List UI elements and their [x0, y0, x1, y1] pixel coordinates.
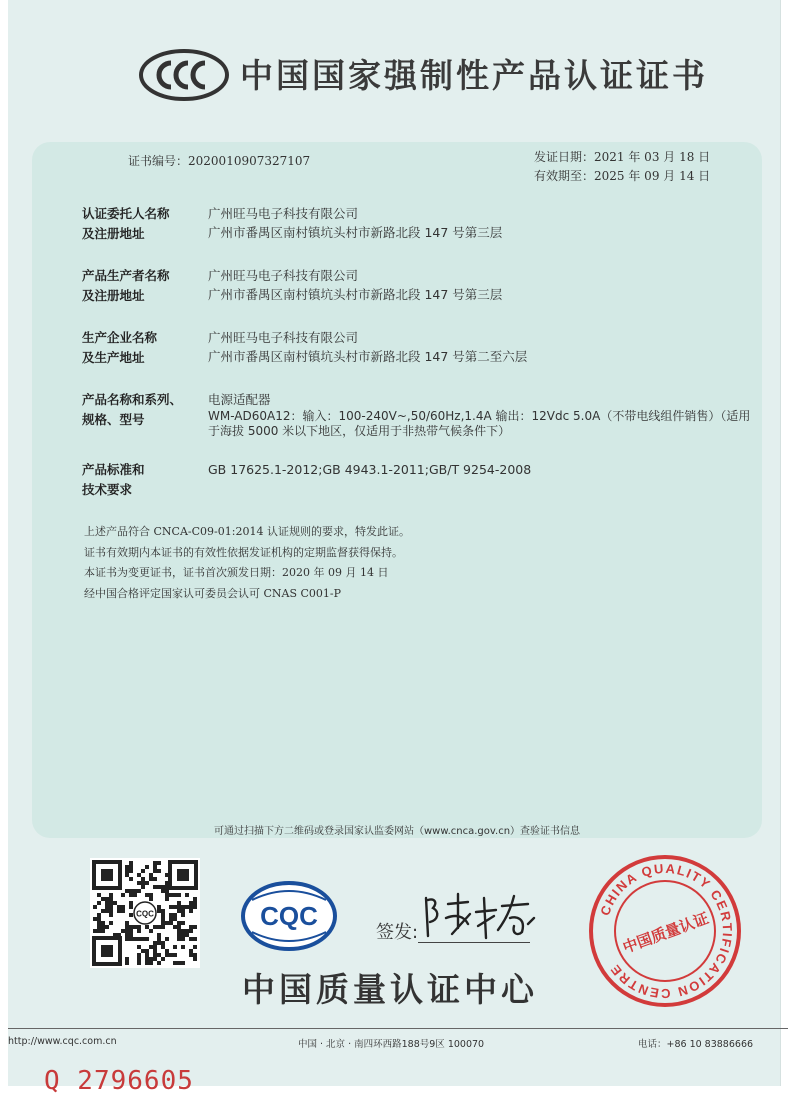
field-value-line: 广州市番禺区南村镇坑头村市新路北段 147 号第三层	[208, 287, 503, 302]
field-label-line: 规格、型号	[82, 412, 145, 427]
issue-date-label: 发证日期：	[534, 150, 595, 164]
field-product	[82, 390, 752, 442]
note-line: 本证书为变更证书，证书首次颁发日期：2020 年 09 月 14 日	[84, 566, 389, 579]
field-value-line: 广州旺马电子科技有限公司	[208, 268, 359, 283]
svg-text:CHINA QUALITY CERTIFICATION CE: CHINA QUALITY CERTIFICATION CENTRE	[597, 860, 736, 1002]
field-label	[82, 266, 202, 306]
cert-no-value: 2020010907327107	[188, 154, 311, 168]
expiry-date-row	[534, 167, 710, 186]
signature-line	[418, 942, 530, 943]
cert-no-label: 证书编号：	[128, 154, 189, 168]
issue-date-row	[534, 148, 710, 167]
certificate-notes	[84, 522, 410, 604]
certificate-number	[128, 152, 310, 169]
field-value-line: 广州旺马电子科技有限公司	[208, 330, 359, 345]
field-label-line: 及注册地址	[82, 226, 145, 241]
serial-number: Q 2796605	[44, 1066, 194, 1096]
field-label	[82, 460, 202, 500]
expiry-date-value: 2025 年 09 月 14 日	[594, 169, 711, 183]
field-value	[208, 390, 752, 439]
official-seal-stamp	[586, 852, 744, 1010]
certificate-header	[8, 40, 780, 110]
field-value	[208, 328, 752, 366]
field-label	[82, 328, 202, 368]
field-label	[82, 204, 202, 244]
field-value-line: 广州市番禺区南村镇坑头村市新路北段 147 号第三层	[208, 225, 503, 240]
note-line: 经中国合格评定国家认可委员会认可 CNAS C001-P	[84, 586, 342, 600]
field-label-line: 产品标准和	[82, 462, 145, 477]
field-value-line: GB 17625.1-2012;GB 4943.1-2011;GB/T 9254-2008	[208, 462, 532, 477]
certificate-title: 中国国家强制性产品认证证书	[240, 56, 708, 95]
field-label-line: 技术要求	[82, 482, 133, 497]
certificate-body	[32, 142, 762, 838]
field-value-line: 广州市番禺区南村镇坑头村市新路北段 147 号第二至六层	[208, 349, 528, 364]
cqc-logo-text: CQC	[260, 901, 318, 931]
footer-address: 中国 · 北京 · 南四环西路188号9区 100070	[298, 1039, 485, 1050]
qr-code[interactable]	[90, 858, 200, 968]
field-value-line: WM-AD60A12：输入：100-240V~,50/60Hz,1.4A 输出：12Vdc 5.0A（不带电线组件销售）（适用于海拔 5000 米以下地区，仅适用于非热带气候条件下）	[208, 409, 751, 438]
certificate-fields	[82, 204, 752, 518]
field-label-line: 生产企业名称	[82, 330, 158, 345]
field-factory	[82, 328, 752, 372]
footer-divider	[8, 1028, 788, 1029]
field-label-line: 认证委托人名称	[82, 206, 170, 221]
footer-phone: 电话：+86 10 83886666	[638, 1039, 754, 1050]
field-label-line: 产品名称和系列、	[82, 392, 183, 407]
field-label-line: 及生产地址	[82, 350, 145, 365]
svg-text:中国质量认证: 中国质量认证	[620, 909, 712, 957]
expiry-date-label: 有效期至：	[534, 169, 595, 183]
verification-hint: 可通过扫描下方二维码或登录国家认监委网站（www.cnca.gov.cn）查验证书信息	[213, 826, 581, 837]
note-line: 证书有效期内本证书的有效性依据发证机构的定期监督获得保持。	[84, 545, 403, 559]
svg-text:CQC: CQC	[136, 909, 154, 919]
footer-website[interactable]: http://www.cqc.com.cn	[8, 1036, 117, 1047]
field-standards	[82, 460, 752, 500]
certificate-paper	[8, 0, 780, 1096]
field-value	[208, 460, 752, 479]
field-applicant	[82, 204, 752, 248]
note-line: 上述产品符合 CNCA-C09-01:2014 认证规则的要求，特发此证。	[84, 525, 410, 538]
field-value	[208, 266, 752, 304]
field-label-line: 产品生产者名称	[82, 268, 170, 283]
cqc-logo-icon	[240, 880, 338, 952]
field-value	[208, 204, 752, 242]
field-value-line: 电源适配器	[208, 392, 271, 407]
field-label-line: 及注册地址	[82, 288, 145, 303]
signature-handwriting	[418, 888, 538, 944]
issuing-body-name: 中国质量认证中心	[242, 970, 538, 1009]
sign-label: 签发:	[376, 922, 419, 943]
field-label	[82, 390, 202, 430]
date-block	[534, 148, 710, 186]
issue-date-value: 2021 年 03 月 18 日	[594, 150, 711, 164]
field-manufacturer	[82, 266, 752, 310]
field-value-line: 广州旺马电子科技有限公司	[208, 206, 359, 221]
ccc-mark-icon	[138, 48, 230, 102]
